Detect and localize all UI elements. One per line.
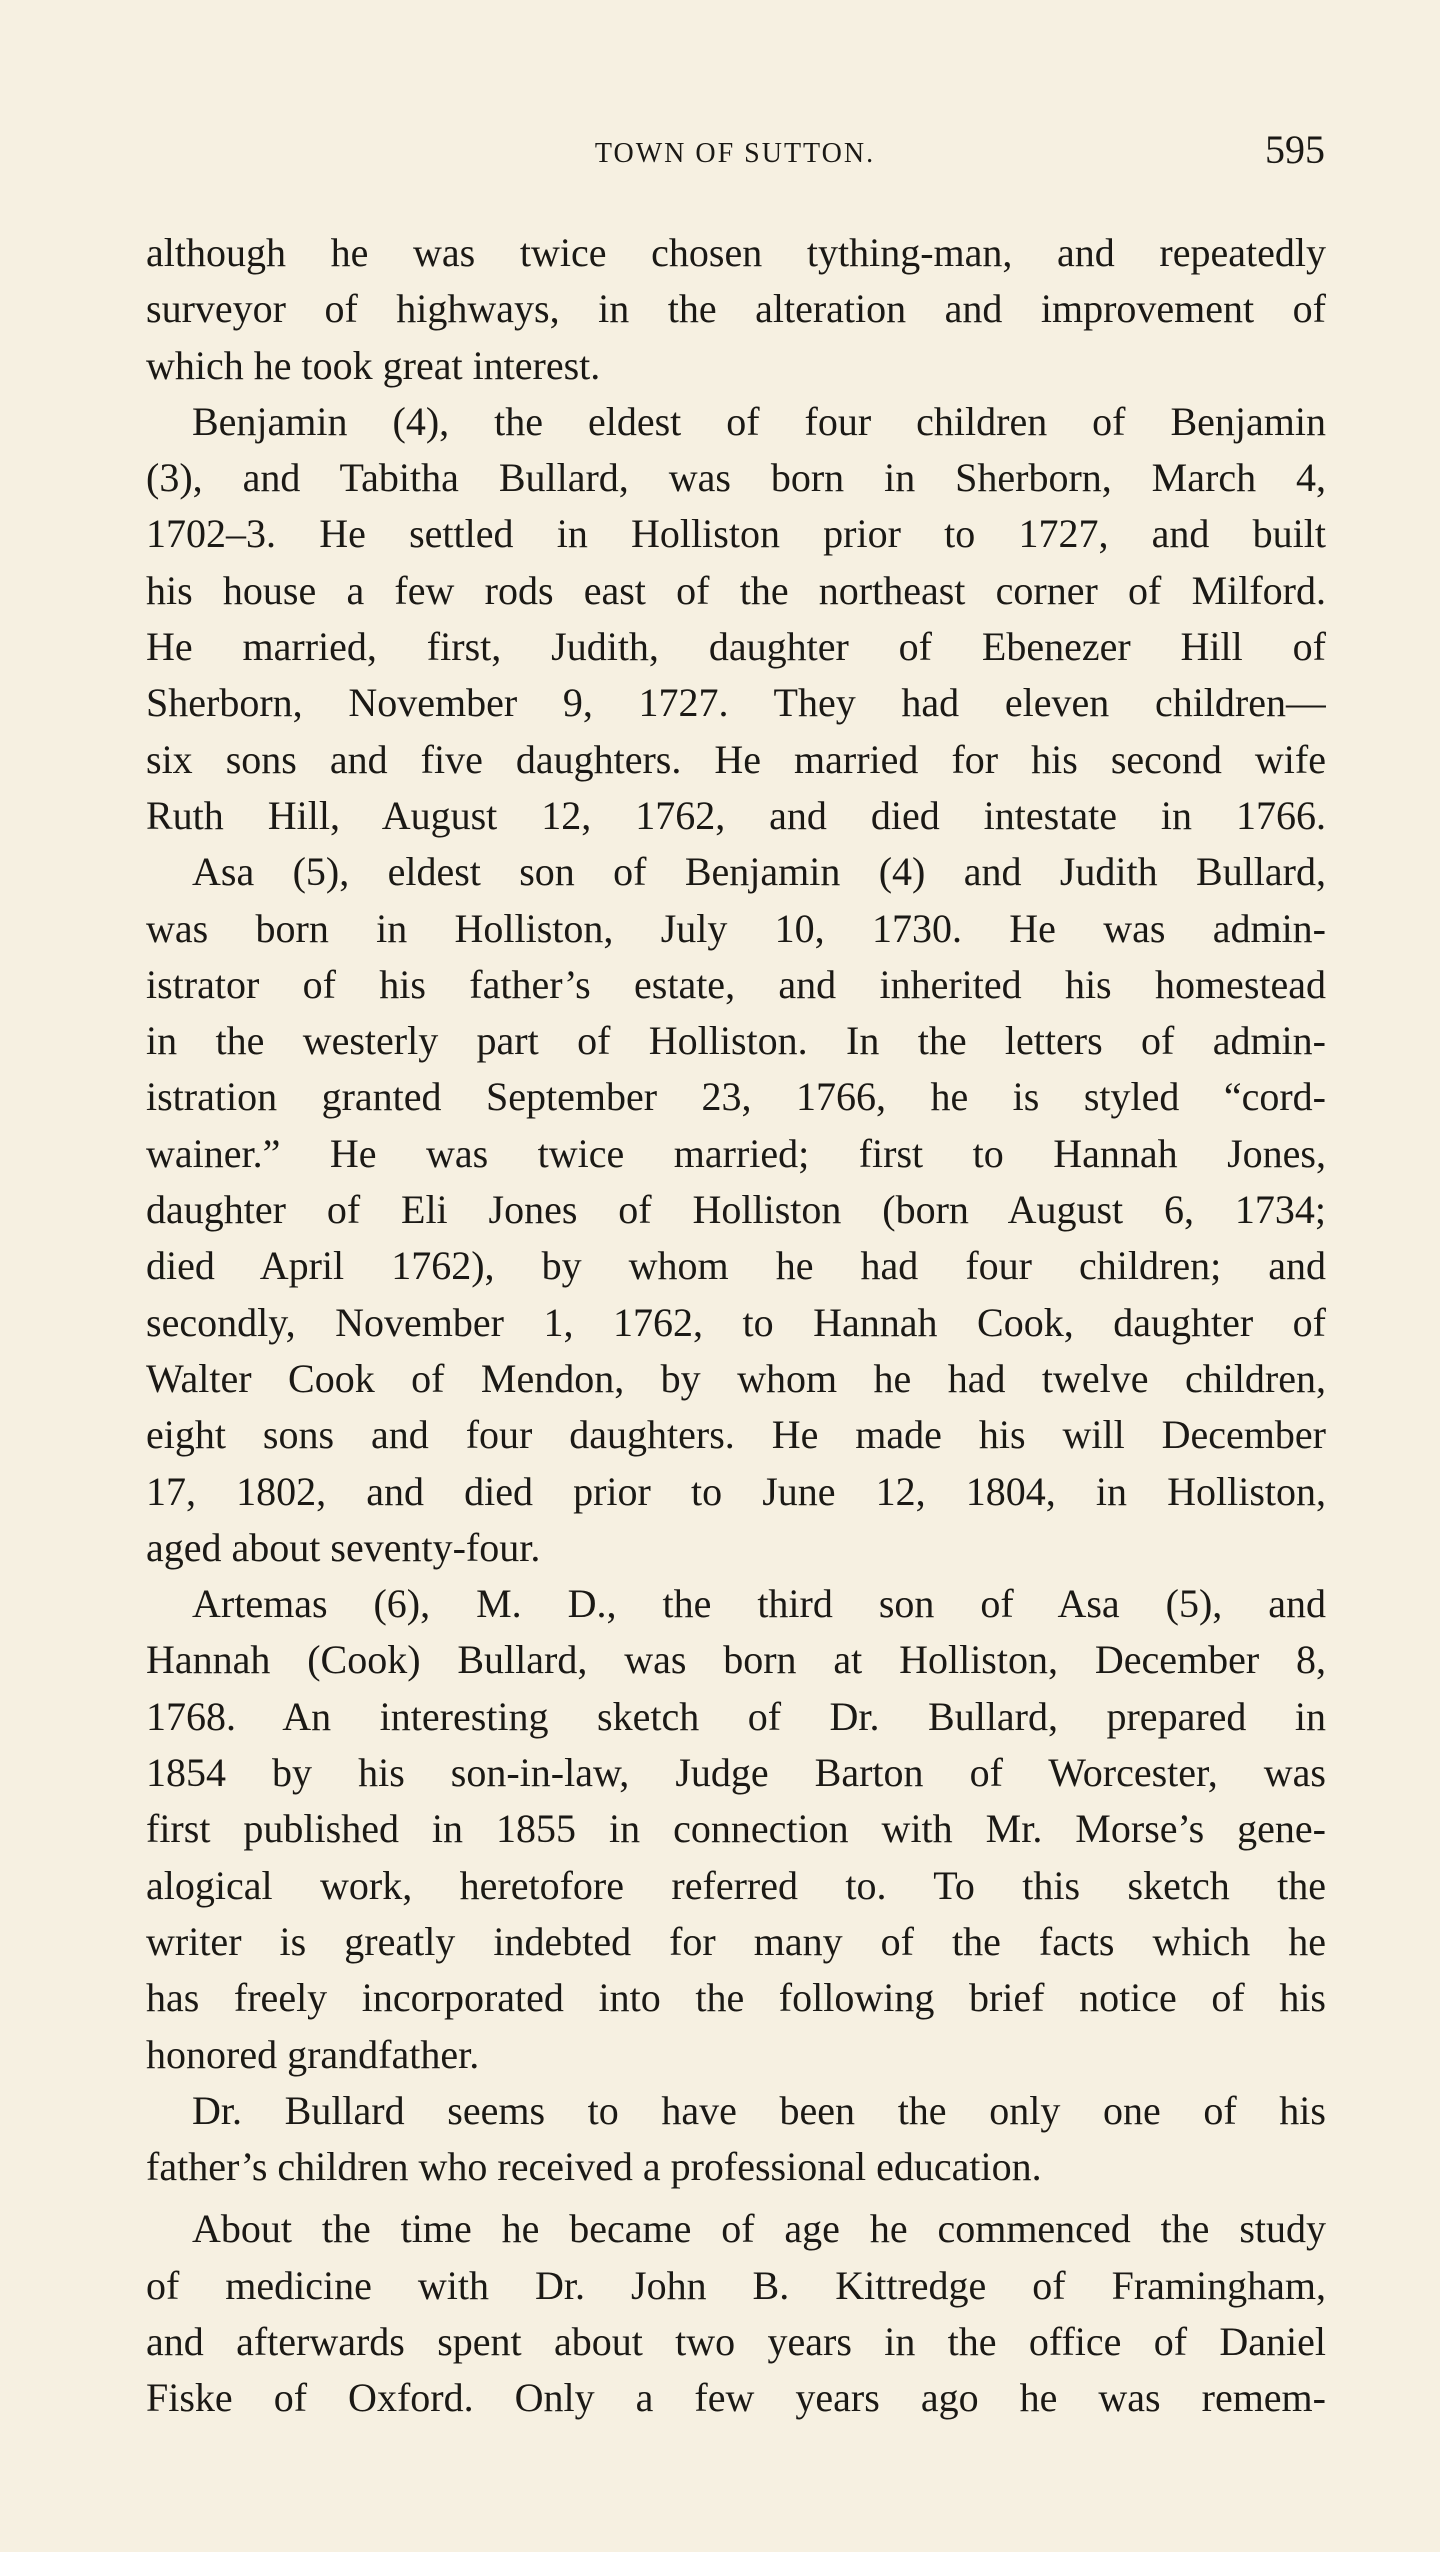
text-line: honored grandfather.	[146, 2031, 480, 2077]
text-line: alogical work, heretofore referred to. To this sketch the	[146, 1862, 1326, 1908]
text-line: father’s children who received a professional education.	[146, 2144, 1042, 2190]
text-line: six sons and five daughters. He married for his second wife	[146, 736, 1326, 782]
text-line: Asa (5), eldest son of Benjamin (4) and Judith Bullard,	[192, 849, 1326, 895]
text-line: Hannah (Cook) Bullard, was born at Holliston, December 8,	[146, 1637, 1326, 1683]
text-line: Dr. Bullard seems to have been the only one of his	[192, 2087, 1326, 2133]
text-line: has freely incorporated into the following brief notice of his	[146, 1975, 1326, 2021]
text-line: daughter of Eli Jones of Holliston (born August 6, 1734;	[146, 1187, 1326, 1233]
text-line: 1702–3. He settled in Holliston prior to 1727, and built	[146, 511, 1326, 557]
text-line: istration granted September 23, 1766, he is styled “cord-	[146, 1074, 1326, 1120]
text-line: of medicine with Dr. John B. Kittredge of Framingham,	[146, 2262, 1326, 2308]
running-head: TOWN OF SUTTON.	[594, 138, 876, 169]
text-line: 1768. An interesting sketch of Dr. Bullard, prepared in	[146, 1693, 1326, 1739]
body-text	[146, 225, 1326, 2427]
text-line: He married, first, Judith, daughter of Ebenezer Hill of	[146, 624, 1326, 670]
text-line: Benjamin (4), the eldest of four children of Benjamin	[192, 398, 1326, 444]
text-line: writer is greatly indebted for many of the facts which he	[146, 1918, 1326, 1964]
text-line: (3), and Tabitha Bullard, was born in Sherborn, March 4,	[146, 455, 1326, 501]
text-line: first published in 1855 in connection with Mr. Morse’s gene-	[146, 1806, 1326, 1852]
text-line: Sherborn, November 9, 1727. They had eleven children—	[146, 680, 1326, 726]
text-line: although he was twice chosen tything-man, and repeatedly	[146, 230, 1326, 275]
text-line: aged about seventy-four.	[146, 1524, 541, 1570]
text-line: Ruth Hill, August 12, 1762, and died intestate in 1766.	[146, 792, 1326, 838]
text-line: Walter Cook of Mendon, by whom he had twelve children,	[146, 1355, 1326, 1401]
text-line: died April 1762), by whom he had four children; and	[146, 1243, 1326, 1289]
text-line: 17, 1802, and died prior to June 12, 1804, in Holliston,	[146, 1468, 1326, 1514]
page-header	[145, 124, 1325, 184]
text-line: Artemas (6), M. D., the third son of Asa (5), and	[192, 1581, 1326, 1627]
text-line: which he took great interest.	[146, 342, 601, 388]
text-line: About the time he became of age he commenced the study	[192, 2206, 1326, 2252]
text-line: 1854 by his son-in-law, Judge Barton of Worcester, was	[146, 1750, 1326, 1796]
text-line: his house a few rods east of the northeast corner of Milford.	[146, 567, 1326, 613]
page-number: 595	[1265, 127, 1325, 172]
text-line: Fiske of Oxford. Only a few years ago he was remem-	[146, 2375, 1326, 2421]
text-line: was born in Holliston, July 10, 1730. He was admin-	[146, 905, 1326, 951]
text-line: eight sons and four daughters. He made his will December	[146, 1412, 1326, 1458]
text-line: and afterwards spent about two years in the office of Daniel	[146, 2318, 1326, 2364]
text-line: secondly, November 1, 1762, to Hannah Cook, daughter of	[146, 1299, 1326, 1345]
text-line: in the westerly part of Holliston. In the letters of admin-	[146, 1018, 1326, 1064]
text-line: istrator of his father’s estate, and inherited his homestead	[146, 961, 1326, 1007]
text-line: wainer.” He was twice married; first to Hannah Jones,	[146, 1130, 1326, 1176]
text-line: surveyor of highways, in the alteration and improvement of	[146, 286, 1326, 332]
